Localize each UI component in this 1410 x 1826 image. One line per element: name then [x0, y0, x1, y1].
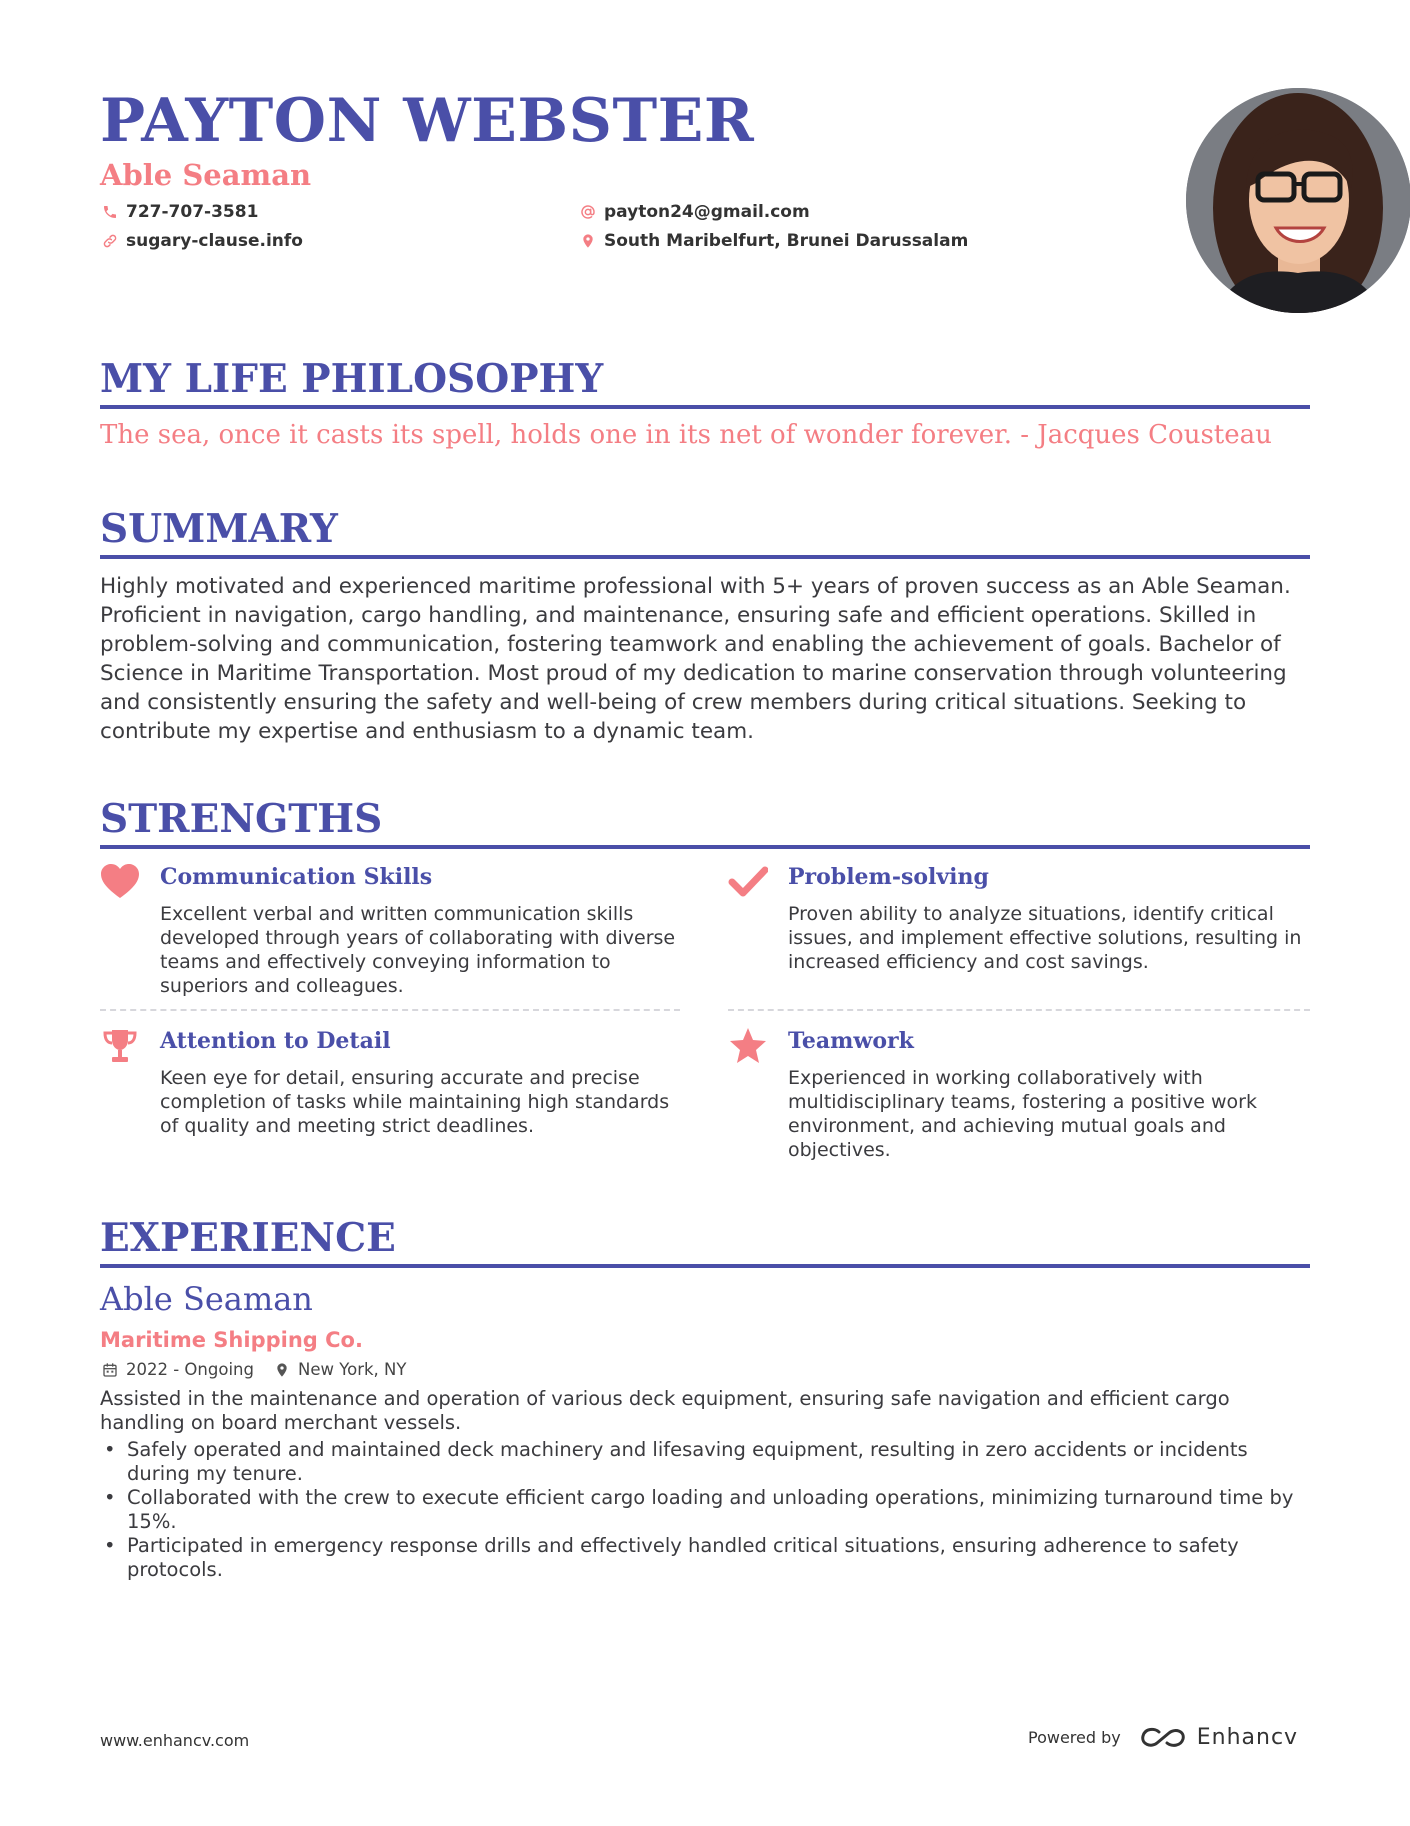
strength-divider — [100, 1009, 680, 1011]
email-text: payton24@gmail.com — [604, 202, 810, 222]
job-location — [274, 1360, 406, 1379]
footer-website[interactable]: www.enhancv.com — [100, 1731, 250, 1750]
at-icon — [580, 204, 596, 220]
email-contact[interactable] — [580, 202, 810, 222]
phone-text: 727-707-3581 — [126, 202, 259, 222]
link-icon — [102, 233, 118, 249]
strength-description: Proven ability to analyze situations, identify critical issues, and implement effective solutions, resulting in increased efficiency and cost savings. — [788, 903, 1302, 973]
location-pin-icon — [274, 1362, 290, 1378]
phone-contact[interactable] — [102, 202, 258, 222]
philosophy-heading: MY LIFE PHILOSOPHY — [100, 355, 1310, 409]
job-location-text: New York, NY — [298, 1360, 407, 1379]
job-title: Able Seaman — [100, 1280, 313, 1318]
profile-photo — [1186, 88, 1410, 313]
enhancv-logo-icon — [1139, 1726, 1187, 1750]
strength-divider — [728, 1009, 1310, 1011]
strength-description: Excellent verbal and written communication skills developed through years of collaborating with diverse teams and effectively conveying information to superiors and colleagues. — [160, 903, 676, 997]
portrait-illustration — [1186, 88, 1410, 313]
strengths-heading: STRENGTHS — [100, 795, 1310, 849]
location-pin-icon — [580, 233, 596, 249]
job-dates — [102, 1360, 254, 1379]
location-text: South Maribelfurt, Brunei Darussalam — [604, 231, 969, 251]
website-contact[interactable] — [102, 231, 303, 251]
strength-description: Experienced in working collaboratively with multidisciplinary teams, fostering a positive work environment, and achieving mutual goals and objectives. — [788, 1067, 1257, 1161]
summary-heading: SUMMARY — [100, 505, 1310, 559]
brand-name: Enhancv — [1196, 1725, 1299, 1750]
footer-branding[interactable] — [1028, 1725, 1298, 1750]
trophy-icon — [100, 1026, 140, 1066]
strength-title: Problem-solving — [788, 864, 989, 890]
calendar-icon — [102, 1362, 118, 1378]
check-icon — [728, 862, 768, 902]
strength-title: Teamwork — [788, 1028, 914, 1054]
powered-by-text: Powered by — [1028, 1728, 1121, 1747]
strength-title: Communication Skills — [160, 864, 433, 890]
job-dates-text: 2022 - Ongoing — [126, 1360, 254, 1379]
strength-title: Attention to Detail — [160, 1028, 391, 1054]
job-bullet: • Participated in emergency response drills and effectively handled critical situations, ensuring adherence to safety protocols. — [100, 1534, 1310, 1582]
summary-text: Highly motivated and experienced maritime professional with 5+ years of proven success as an Able Seaman. Proficient in navigation, cargo handling, and maintenance, ensuring safe and efficient operations. Skilled in problem-solving and communication, fostering teamwork and enabling the achievement of goals. Bachelor of Science in Maritime Transportation. Most proud of my dedication to marine conservation through volunteering and consistently ensuring the safety and well-being of crew members during critical situations. Seeking to contribute my expertise and enthusiasm to a dynamic team. — [100, 574, 1291, 744]
job-bullet: • Safely operated and maintained deck machinery and lifesaving equipment, resulting in zero accidents or incidents during my tenure. — [100, 1438, 1310, 1486]
philosophy-quote: The sea, once it casts its spell, holds one in its net of wonder forever. - Jacques Cousteau — [100, 420, 1272, 450]
strength-description: Keen eye for detail, ensuring accurate and precise completion of tasks while maintaining high standards of quality and meeting strict deadlines. — [160, 1067, 670, 1137]
heart-icon — [100, 862, 140, 902]
star-icon — [728, 1026, 768, 1066]
job-bullets — [100, 1438, 1310, 1582]
job-description: Assisted in the maintenance and operation of various deck equipment, ensuring safe navigation and efficient cargo handling on board merchant vessels. — [100, 1387, 1230, 1434]
website-text: sugary-clause.info — [126, 231, 303, 251]
phone-icon — [102, 204, 118, 220]
job-bullet: • Collaborated with the crew to execute efficient cargo loading and unloading operations, minimizing turnaround time by 15%. — [100, 1486, 1310, 1534]
job-company: Maritime Shipping Co. — [100, 1328, 363, 1352]
brand-logo — [1139, 1725, 1298, 1750]
candidate-name: PAYTON WEBSTER — [100, 86, 755, 156]
candidate-role: Able Seaman — [100, 158, 312, 192]
experience-heading: EXPERIENCE — [100, 1214, 1310, 1268]
location-contact — [580, 231, 968, 251]
